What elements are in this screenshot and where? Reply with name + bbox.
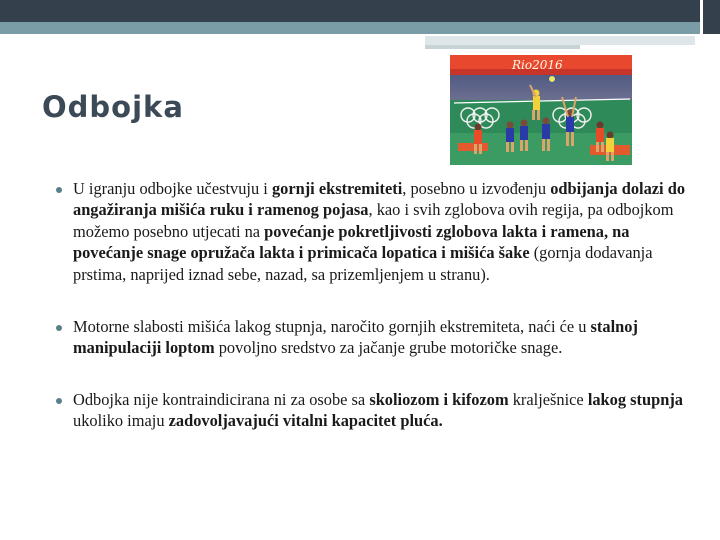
bullet-2-text-1: Motorne slabosti mišića lakog stupnja, naročito gornjih ekstremiteta, naći će u — [73, 317, 591, 337]
bullet-item-motor-weakness — [54, 316, 694, 359]
top-decoration — [0, 0, 720, 36]
bullet-1-text-1: U igranju odbojke učestvuju i — [73, 179, 272, 198]
bullet-1-text-4: (gornja dodavanja prstima, naprijed iznad sebe, nazad, sa prizemljenjem u stranu). — [73, 243, 653, 284]
volleyball-photo — [450, 55, 632, 165]
bullet-3-bold-2: lakog stupnja — [587, 389, 684, 409]
bullet-2-bold-1: stalnoj manipulaciji loptom — [73, 317, 638, 358]
bullet-item-upper-extremities — [54, 178, 694, 285]
bullet-3-text-2: kralješnice — [508, 389, 588, 409]
bullet-1-bold-2: odbijanja dolazi do angažiranja mišića ruku i ramenog pojasa — [73, 179, 686, 220]
bullet-3-text-3: ukoliko imaju — [73, 411, 169, 431]
slide-title: Odbojka — [42, 90, 184, 124]
bullet-1-text-2: , posebno u izvođenju — [402, 179, 551, 198]
bullet-list — [54, 178, 694, 432]
bullet-1-bold-1: gornji ekstremiteti — [271, 179, 403, 198]
accent-bar-light-small — [425, 45, 580, 49]
bullet-3-bold-3: zadovoljavajući vitalni kapacitet pluća. — [168, 411, 443, 431]
top-bar-right-block — [703, 0, 720, 34]
accent-bar-light — [425, 36, 695, 45]
bullet-item-contraindications — [54, 389, 694, 432]
bullet-2-text-2: povoljno sredstvo za jačanje grube motoričke snage. — [214, 338, 563, 358]
bullet-3-text-1: Odbojka nije kontraindicirana ni za osobe sa — [73, 389, 370, 409]
top-bar-teal — [0, 22, 700, 34]
rio-logo: Rio2016 — [512, 58, 563, 72]
bullet-3-bold-1: skoliozom i kifozom — [369, 389, 509, 409]
top-bar-dark — [0, 0, 700, 22]
bullet-1-bold-3: povećanje pokretljivosti zglobova lakta i ramena, na povećanje snage opružača lakta i primicača lopatica i mišića šake — [73, 221, 630, 263]
bullet-1-text-3: , kao i svih zglobova ovih regija, pa odbojkom možemo posebno utjecati na — [73, 200, 674, 241]
